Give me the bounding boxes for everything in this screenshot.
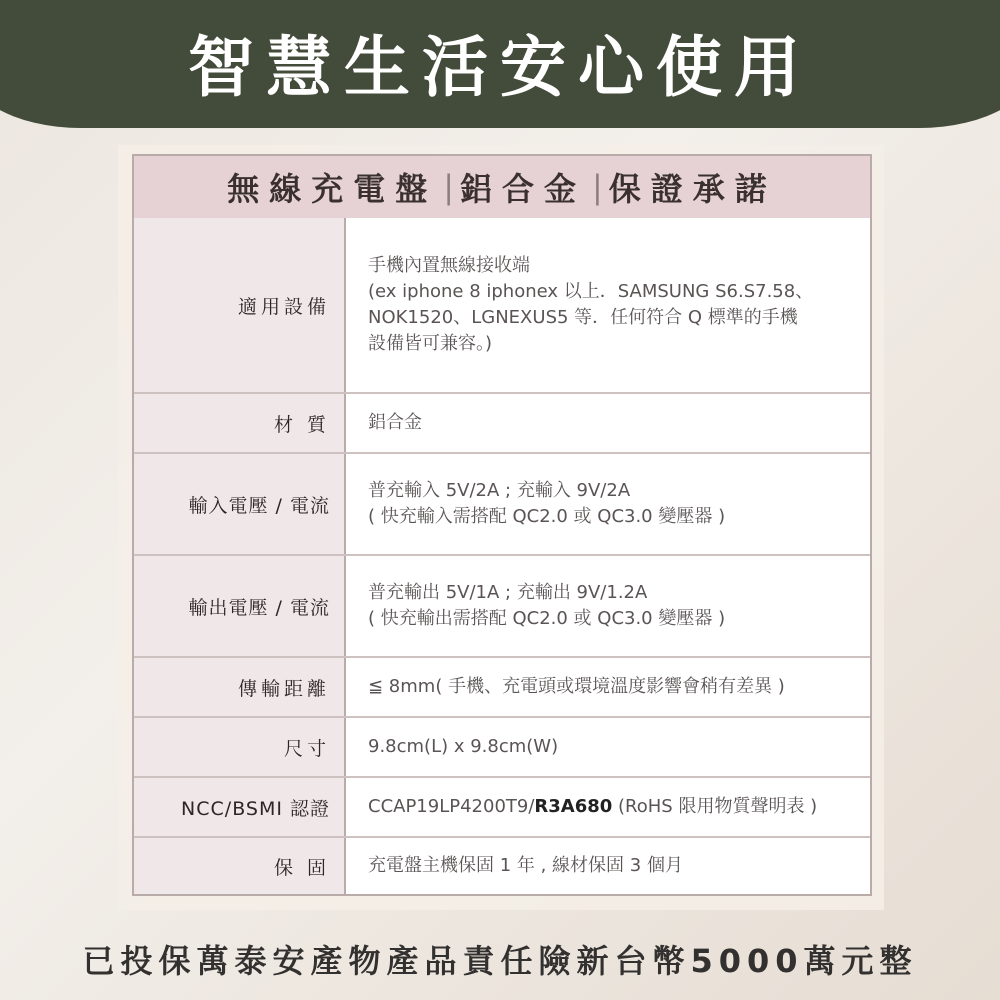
value-line: (ex iphone 8 iphonex 以上．SAMSUNG S6.S7.58、 bbox=[368, 281, 814, 302]
header-product: 無線充電盤 bbox=[227, 170, 438, 208]
row-label: 保 固 bbox=[134, 838, 346, 894]
cert-prefix: CCAP19LP4200T9/ bbox=[368, 796, 535, 817]
header-guarantee: 保證承諾 bbox=[608, 170, 777, 208]
insurance-footer: 已投保萬泰安產物產品責任險新台幣5000萬元整 bbox=[82, 942, 918, 980]
table-row-warranty bbox=[134, 838, 870, 894]
table-row-size bbox=[134, 718, 870, 778]
row-label: 材 質 bbox=[134, 394, 346, 452]
table-row-distance bbox=[134, 658, 870, 718]
row-value bbox=[346, 718, 870, 776]
value-line: 充電盤主機保固 1 年 , 線材保固 3 個月 bbox=[368, 855, 683, 876]
cert-suffix: (RoHS 限用物質聲明表 ) bbox=[612, 796, 818, 817]
value-line bbox=[368, 794, 856, 820]
value-line: NOK1520、LGNEXUS5 等．任何符合 Q 標準的手機 bbox=[368, 307, 798, 328]
row-value bbox=[346, 454, 870, 554]
value-line: ( 快充輸出需搭配 QC2.0 或 QC3.0 變壓器 ) bbox=[368, 608, 726, 629]
value-line: 設備皆可兼容。) bbox=[368, 333, 493, 354]
table-header bbox=[134, 156, 870, 220]
value-line: 普充輸出 5V/1A ; 充輸出 9V/1.2A bbox=[368, 582, 648, 603]
row-value bbox=[346, 218, 870, 392]
row-label: 適用設備 bbox=[134, 218, 346, 392]
table-row-material bbox=[134, 394, 870, 454]
row-value bbox=[346, 394, 870, 452]
header-material: 鋁合金 bbox=[459, 170, 586, 208]
banner-title: 智慧生活安心使用 bbox=[188, 29, 812, 106]
header-separator: | bbox=[443, 168, 454, 206]
row-label: NCC/BSMI 認證 bbox=[134, 778, 346, 836]
value-line: ( 快充輸入需搭配 QC2.0 或 QC3.0 變壓器 ) bbox=[368, 506, 726, 527]
value-line: 9.8cm(L) x 9.8cm(W) bbox=[368, 736, 559, 757]
row-label: 尺寸 bbox=[134, 718, 346, 776]
table-row-compatible bbox=[134, 218, 870, 394]
row-label: 輸出電壓 / 電流 bbox=[134, 556, 346, 656]
cert-code: R3A680 bbox=[534, 796, 613, 817]
row-value bbox=[346, 556, 870, 656]
table-row-input bbox=[134, 454, 870, 556]
row-label: 輸入電壓 / 電流 bbox=[134, 454, 346, 554]
spec-table bbox=[132, 154, 872, 896]
row-value bbox=[346, 658, 870, 716]
value-line: 普充輸入 5V/2A ; 充輸入 9V/2A bbox=[368, 480, 631, 501]
row-value bbox=[346, 778, 870, 836]
row-label: 傳輸距離 bbox=[134, 658, 346, 716]
value-line: ≦ 8mm( 手機、充電頭或環境溫度影響會稍有差異 ) bbox=[368, 676, 785, 697]
table-row-certification bbox=[134, 778, 870, 838]
value-line: 手機內置無線接收端 bbox=[368, 255, 530, 276]
header-separator: | bbox=[592, 168, 603, 206]
table-row-output bbox=[134, 556, 870, 658]
value-line: 鋁合金 bbox=[368, 412, 422, 433]
row-value bbox=[346, 838, 870, 894]
